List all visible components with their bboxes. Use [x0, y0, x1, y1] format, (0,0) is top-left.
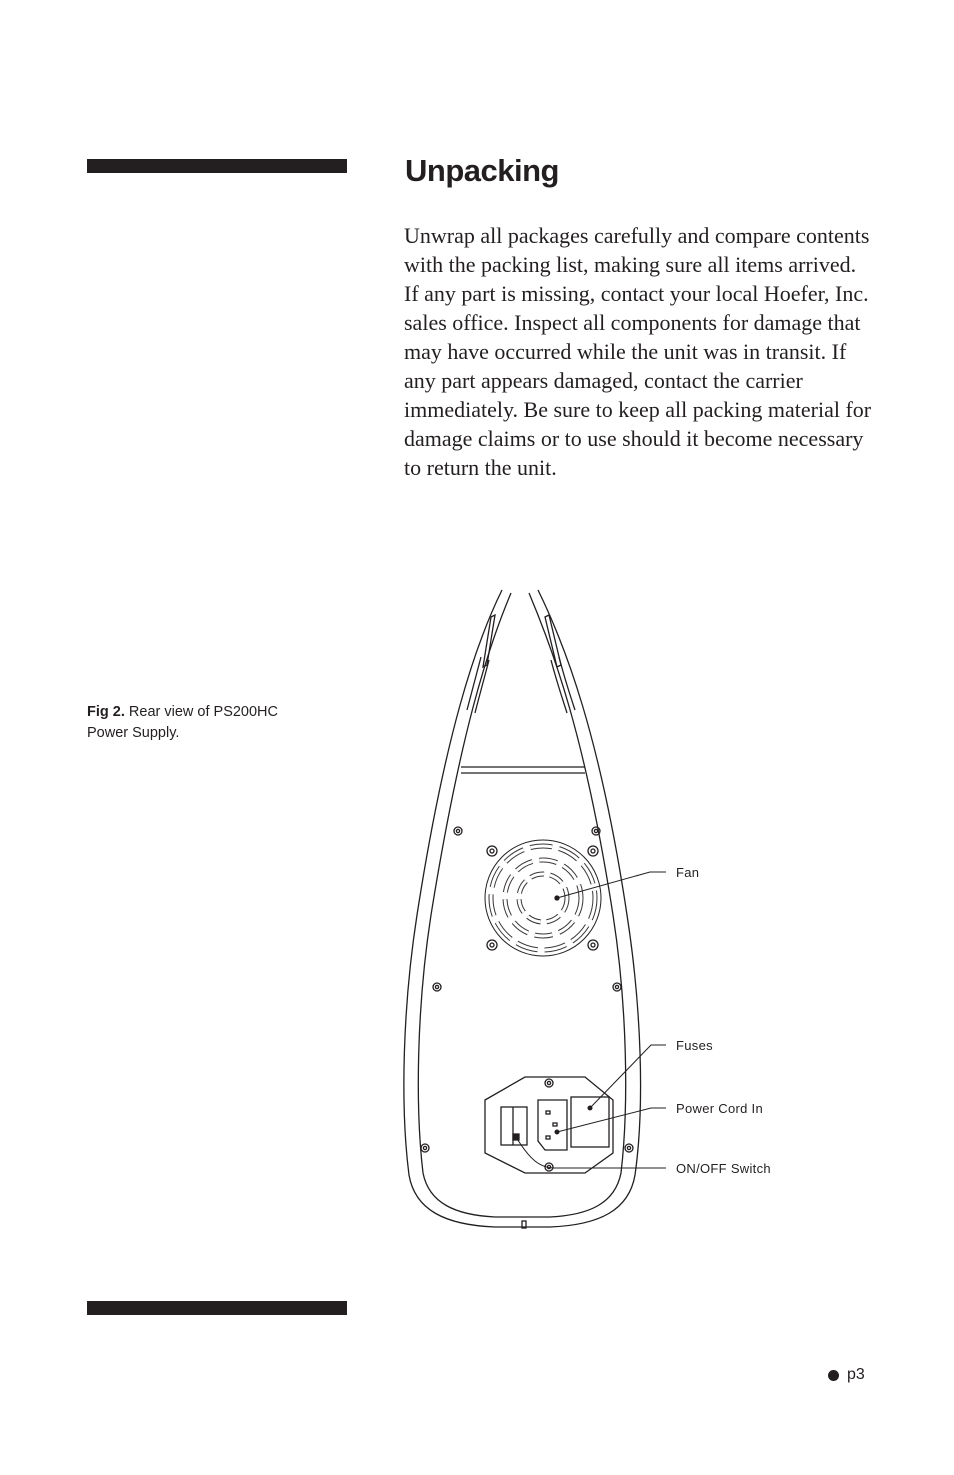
page-number-text: p3 [847, 1366, 865, 1383]
bullet-dot-icon [828, 1370, 839, 1381]
page-number [828, 1366, 865, 1384]
callout-switch-label: ON/OFF Switch [676, 1161, 771, 1176]
figure-caption-label: Fig 2. [87, 704, 125, 720]
power-supply-rear-view-illustration [395, 585, 815, 1235]
right-handle [529, 590, 641, 1227]
callout-fuses-label: Fuses [676, 1038, 713, 1053]
section-body-text: Unwrap all packages carefully and compare contents with the packing list, making sure all items arrived. If any part is missing, contact your local Hoefer, Inc. sales office. Inspect all components for damage that may have occurred while the unit was in transit. If any part appears damaged, contact the carrier immediately. Be sure to keep all packing material for damage claims or to use should it become necessary to return the unit. [404, 223, 872, 480]
figure-caption [87, 702, 307, 744]
figure-caption-text: Rear view of PS200HC Power Supply. [87, 704, 278, 741]
section-heading: Unpacking [405, 153, 559, 188]
callout-fan-label: Fan [676, 865, 700, 880]
top-rule [87, 159, 347, 173]
power-entry-module [485, 1077, 613, 1173]
bottom-rule [87, 1301, 347, 1315]
callout-power-cord-label: Power Cord In [676, 1101, 763, 1116]
fan-grille [485, 840, 601, 956]
panel-screws [421, 827, 633, 1152]
left-handle [404, 590, 511, 1227]
